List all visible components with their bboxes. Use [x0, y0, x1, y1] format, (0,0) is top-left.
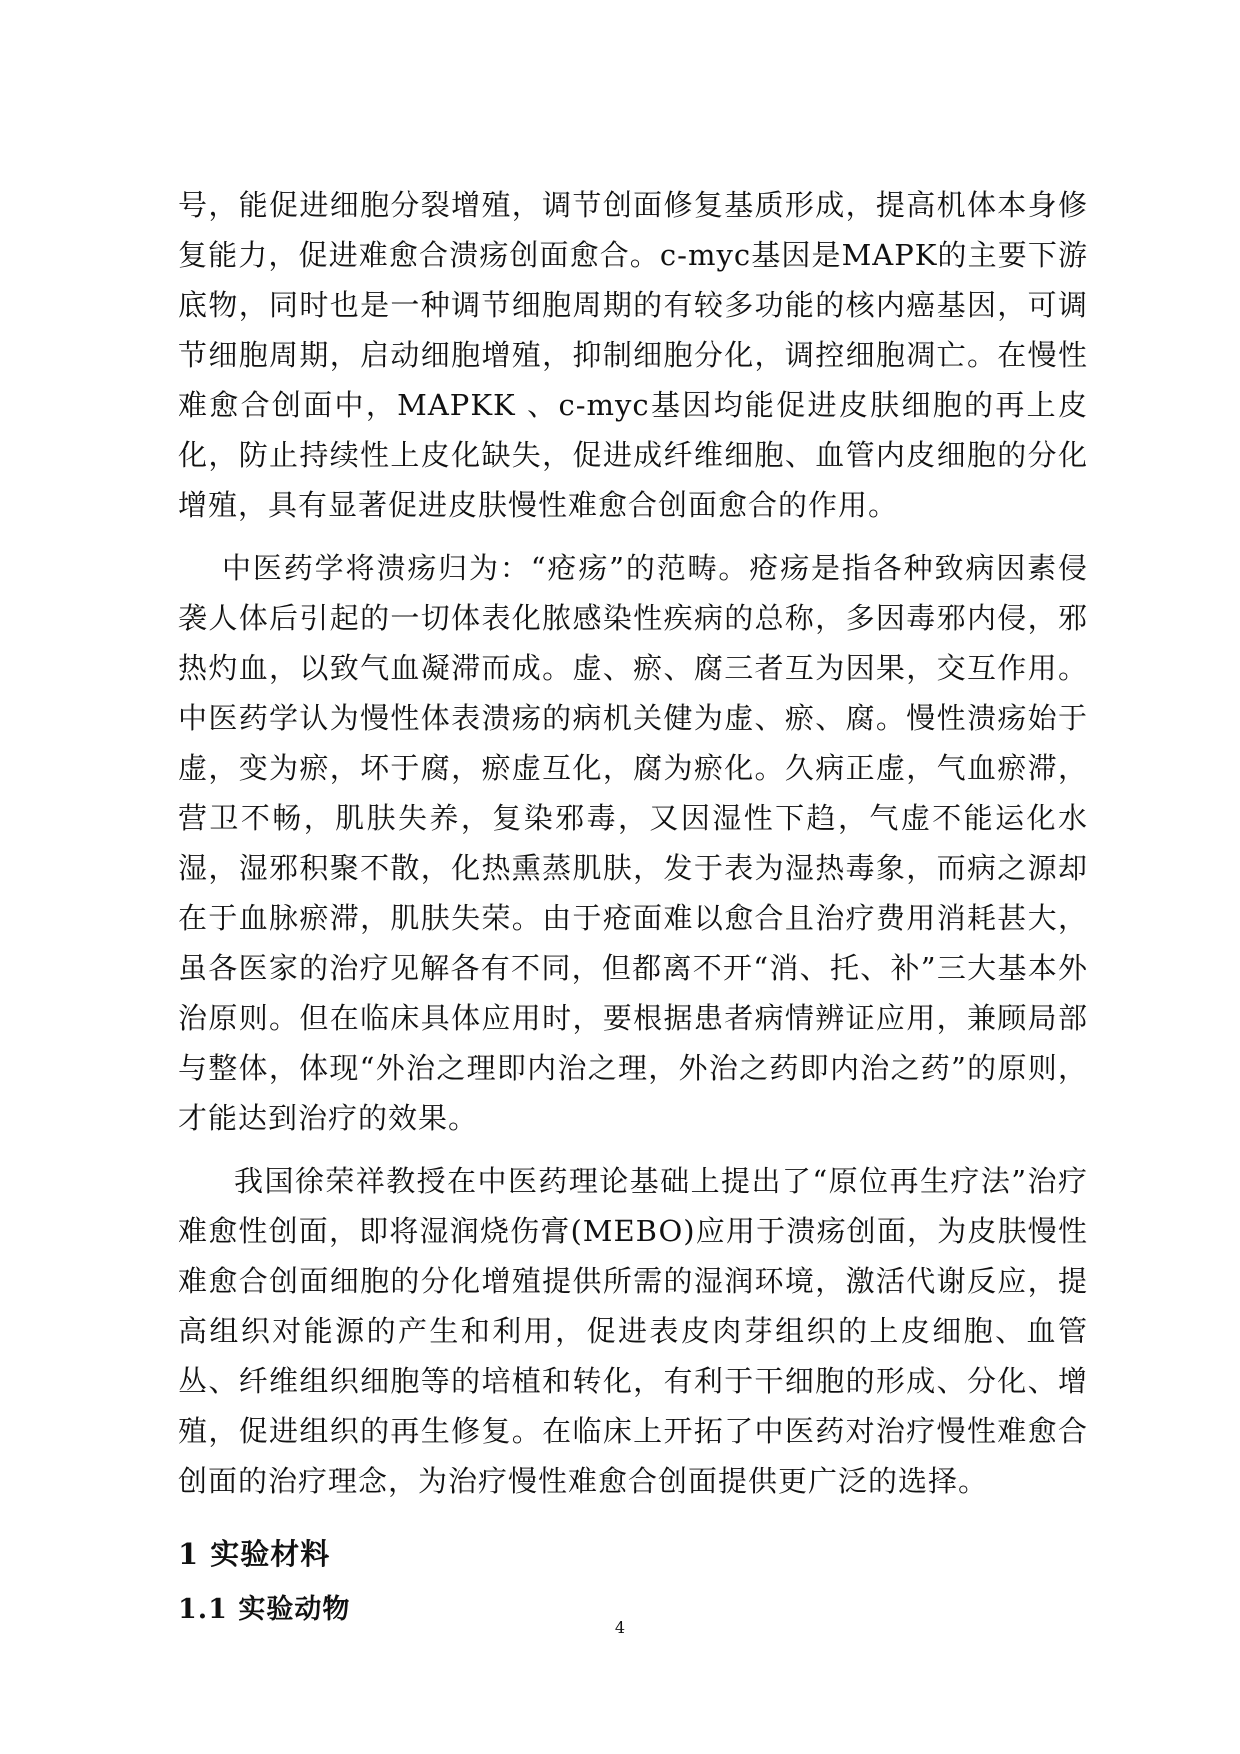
page-number: 4: [614, 1618, 626, 1637]
page-body: [178, 180, 1088, 1636]
paragraph-mebo-therapy: 我国徐荣祥教授在中医药理论基础上提出了“原位再生疗法”治疗难愈性创面，即将湿润烧伤膏(MEBO)应用于溃疡创面，为皮肤慢性难愈合创面细胞的分化增殖提供所需的湿润环境，激活代谢反应，提高组织对能源的产生和利用，促进表皮肉芽组织的上皮细胞、血管丛、纤维组织细胞等的培植和转化，有利于干细胞的形成、分化、增殖，促进组织的再生修复。在临床上开拓了中医药对治疗慢性难愈合创面的治疗理念，为治疗慢性难愈合创面提供更广泛的选择。: [178, 1164, 1088, 1498]
paragraph-tcm-ulcer-theory: 中医药学将溃疡归为：“疮疡”的范畴。疮疡是指各种致病因素侵袭人体后引起的一切体表化脓感染性疾病的总称，多因毒邪内侵，邪热灼血，以致气血凝滞而成。虚、瘀、腐三者互为因果，交互作用。中医药学认为慢性体表溃疡的病机关健为虚、瘀、腐。慢性溃疡始于虚，变为瘀，坏于腐，瘀虚互化，腐为瘀化。久病正虚，气血瘀滞，营卫不畅，肌肤失养，复染邪毒，又因湿性下趋，气虚不能运化水湿，湿邪积聚不散，化热熏蒸肌肤，发于表为湿热毒象，而病之源却在于血脉瘀滞，肌肤失荣。由于疮面难以愈合且治疗费用消耗甚大，虽各医家的治疗见解各有不同，但都离不开“消、托、补”三大基本外治原则。但在临床具体应用时，要根据患者病情辨证应用，兼顾局部与整体，体现“外治之理即内治之理，外治之药即内治之药”的原则，才能达到治疗的效果。: [178, 551, 1088, 1135]
section-heading-materials: 1 实验材料: [178, 1537, 331, 1571]
subsection-heading-animals: 1.1 实验动物: [178, 1594, 351, 1625]
paragraph-mapk-cmyc: 号，能促进细胞分裂增殖，调节创面修复基质形成，提高机体本身修复能力，促进难愈合溃疡创面愈合。c-myc基因是MAPK的主要下游底物，同时也是一种调节细胞周期的有较多功能的核内癌基因，可调节细胞周期，启动细胞增殖，抑制细胞分化，调控细胞凋亡。在慢性难愈合创面中，MAPKK 、c-myc基因均能促进皮肤细胞的再上皮化，防止持续性上皮化缺失，促进成纤维细胞、血管内皮细胞的分化增殖，具有显著促进皮肤慢性难愈合创面愈合的作用。: [178, 188, 1088, 522]
